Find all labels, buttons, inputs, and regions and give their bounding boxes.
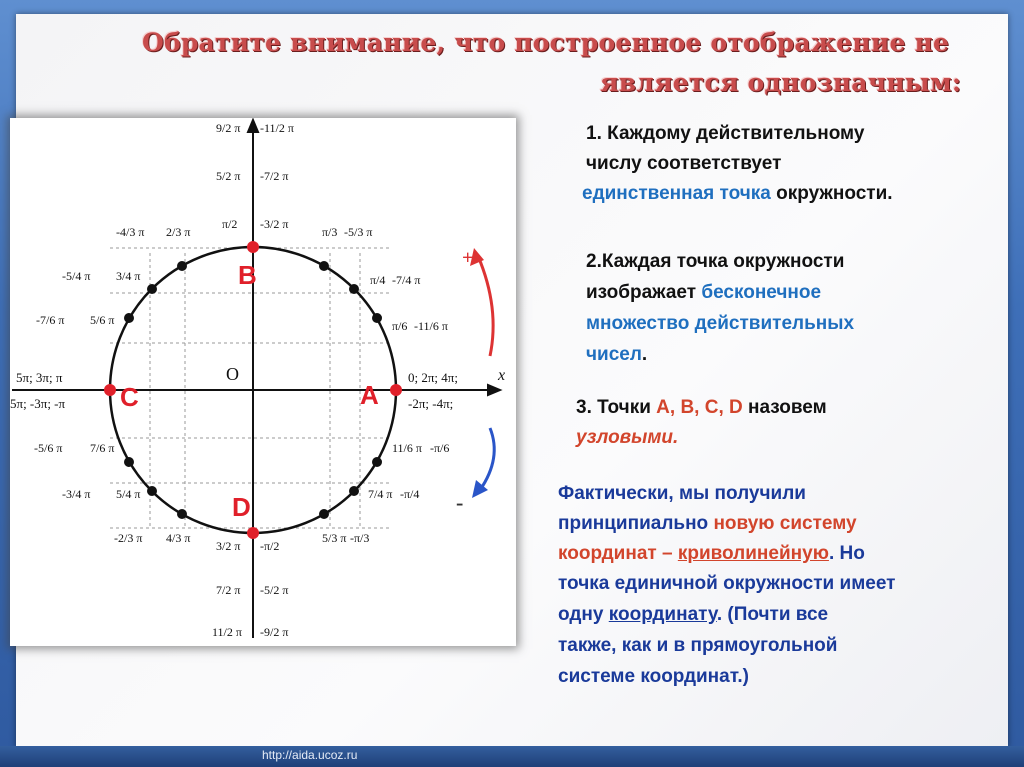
point3-term: узловыми.: [576, 427, 679, 448]
point-4pi-3: [177, 509, 187, 519]
point-5pi-4: [147, 486, 157, 496]
point2-line4-a: чисел: [586, 344, 642, 365]
label-q2-1b: 2/3 π: [166, 225, 191, 239]
label-q3-3b: 4/3 π: [166, 531, 191, 545]
label-top-left-3: π/2: [222, 217, 238, 231]
note-line4: точка единичной окружности имеет: [558, 573, 896, 594]
label-left-bottom: 5π; -3π; -π: [10, 396, 66, 411]
note-line3: [558, 538, 865, 569]
label-q4-1a: 11/6 π: [392, 441, 422, 455]
point-5pi-6: [124, 313, 134, 323]
y-axis-arrow: [248, 120, 258, 132]
label-q2-2b: 3/4 π: [116, 269, 141, 283]
unit-circle-svg: [10, 118, 516, 646]
note-line3-a: координат –: [558, 543, 678, 564]
point-5pi-3: [319, 509, 329, 519]
label-left-top: 5π; 3π; π: [16, 370, 63, 385]
label-bottom-right-2: -5/2 π: [260, 583, 289, 597]
label-q1-1a: π/3: [322, 225, 338, 239]
label-C: C: [120, 382, 139, 412]
footer-url[interactable]: http://aida.ucoz.ru: [262, 748, 358, 762]
note-line5: [558, 599, 828, 630]
label-q3-2b: 5/4 π: [116, 487, 141, 501]
label-q2-1a: -4/3 π: [116, 225, 145, 239]
point-7pi-4: [349, 486, 359, 496]
note-line2-b: новую систему: [713, 513, 857, 534]
note-line5-b: координату: [608, 604, 717, 625]
note-line2: [558, 508, 857, 539]
label-right-bottom: -2π; -4π;: [408, 396, 454, 411]
label-q4-2b: -π/4: [400, 487, 420, 501]
negative-direction-arc: [480, 428, 494, 490]
label-q2-2a: -5/4 π: [62, 269, 91, 283]
label-top-right-1: -11/2 π: [260, 121, 294, 135]
label-bottom-left-3: 11/2 π: [212, 625, 242, 639]
positive-direction-arc: [478, 256, 493, 356]
note-line2-a: принципиально: [558, 513, 714, 534]
label-q3-3a: -2/3 π: [114, 531, 143, 545]
point-2pi-3: [177, 261, 187, 271]
point3-line1: [576, 392, 827, 423]
x-axis-label: x: [498, 367, 506, 384]
label-top-left-2: 5/2 π: [216, 169, 241, 183]
point2-line1: 2.Каждая точка окружности: [586, 251, 845, 272]
point3-a: 3. Точки: [576, 397, 657, 418]
label-q1-2a: π/4: [370, 273, 386, 287]
note-line5-a: одну: [558, 604, 609, 625]
label-q1-2b: -7/4 π: [392, 273, 421, 287]
slide-title-line2: является однозначным:: [600, 68, 962, 97]
label-q2-3a: -7/6 π: [36, 313, 65, 327]
point1-highlight: единственная точка: [582, 183, 771, 204]
label-bottom-right-3: -9/2 π: [260, 625, 289, 639]
label-right-top: 0; 2π; 4π;: [408, 370, 458, 385]
label-top-right-2: -7/2 π: [260, 169, 289, 183]
label-bottom-left-1: 3/2 π: [216, 539, 241, 553]
point-pi-3: [319, 261, 329, 271]
unit-circle-diagram: [10, 118, 516, 646]
point2-line4-b: .: [641, 344, 648, 365]
point2-line2-b: бесконечное: [701, 282, 822, 303]
note-line7: системе координат.): [558, 666, 749, 687]
note-line6: также, как и в прямоугольной: [558, 635, 838, 656]
point-A-marker: [390, 384, 402, 396]
point2-line2: [586, 277, 821, 308]
label-q1-1b: -5/3 π: [344, 225, 373, 239]
note-line3-b: криволинейную: [677, 543, 829, 564]
point3-b: назовем: [742, 397, 827, 418]
point2-line2-a: изображает: [586, 282, 702, 303]
point-7pi-6: [124, 457, 134, 467]
label-B: B: [238, 260, 257, 290]
point-C-marker: [104, 384, 116, 396]
label-D: D: [232, 492, 251, 522]
label-bottom-right-1: -π/2: [260, 539, 280, 553]
point1-rest: окружности.: [770, 183, 893, 204]
plus-sign: +: [462, 247, 474, 269]
x-axis-arrow: [488, 385, 500, 395]
footer-bar: [0, 746, 1024, 767]
point3-points: A, B, C, D: [656, 397, 743, 418]
slide-title-line1: Обратите внимание, что построенное отображение не: [142, 28, 950, 57]
point1-line3: [582, 178, 893, 209]
label-q3-1a: -5/6 π: [34, 441, 63, 455]
note-line1: Фактически, мы получили: [558, 483, 806, 504]
label-q2-3b: 5/6 π: [90, 313, 115, 327]
point1-line1: 1. Каждому действительному: [586, 123, 865, 144]
minus-sign: -: [456, 490, 464, 515]
point-B-marker: [247, 241, 259, 253]
point1-line2: числу соответствует: [586, 153, 782, 174]
point-pi-6: [372, 313, 382, 323]
origin-label: O: [226, 364, 239, 384]
point-pi-4: [349, 284, 359, 294]
label-q4-3b: -π/3: [350, 531, 370, 545]
label-q3-2a: -3/4 π: [62, 487, 91, 501]
point-3pi-4: [147, 284, 157, 294]
label-q4-1b: -π/6: [430, 441, 450, 455]
label-top-right-3: -3/2 π: [260, 217, 289, 231]
label-A: A: [360, 380, 379, 410]
label-top-left-1: 9/2 π: [216, 121, 241, 135]
label-q1-3a: π/6: [392, 319, 408, 333]
point2-line4: [586, 339, 647, 370]
label-q4-2a: 7/4 π: [368, 487, 393, 501]
label-q3-1b: 7/6 π: [90, 441, 115, 455]
label-q4-3a: 5/3 π: [322, 531, 347, 545]
label-bottom-left-2: 7/2 π: [216, 583, 241, 597]
note-line5-c: . (Почти все: [716, 604, 829, 625]
point-11pi-6: [372, 457, 382, 467]
note-line3-c: . Но: [828, 543, 865, 564]
point2-line3: множество действительных: [586, 313, 855, 334]
label-q1-3b: -11/6 π: [414, 319, 448, 333]
point-D-marker: [247, 527, 259, 539]
